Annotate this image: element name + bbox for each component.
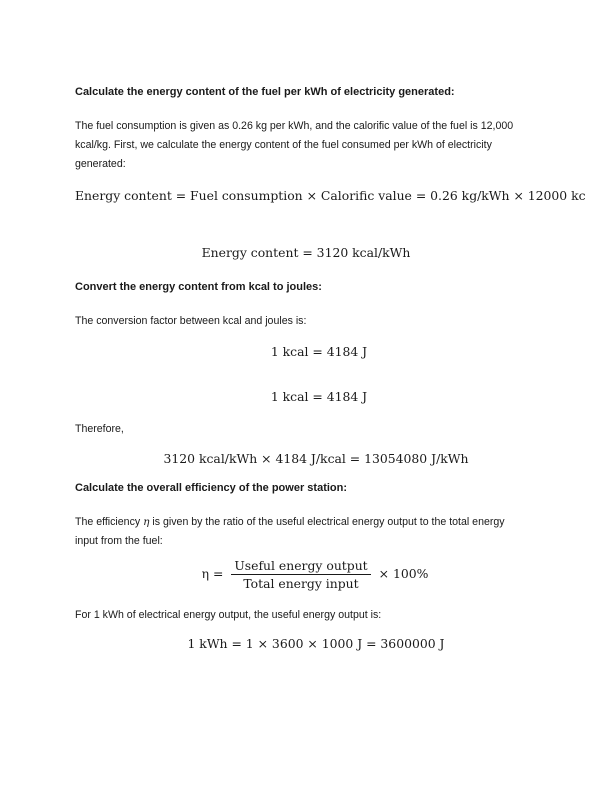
text-segment: The efficiency — [75, 516, 144, 528]
eta-symbol: η — [143, 516, 150, 528]
equation-energy-content: Energy content = Fuel consumption × Calorific value = 0.26 kg/kWh × 12000 kc — [75, 188, 586, 203]
equation-joules-result: 3120 kcal/kWh × 4184 J/kcal = 13054080 J/kWh — [163, 451, 469, 466]
section-heading-efficiency: Calculate the overall efficiency of the power station: — [75, 482, 348, 494]
paragraph-efficiency-line-1 — [75, 513, 505, 532]
paragraph-therefore: Therefore, — [75, 423, 124, 435]
paragraph-conversion-factor: The conversion factor between kcal and joules is: — [75, 315, 307, 327]
section-heading-energy-content: Calculate the energy content of the fuel per kWh of electricity generated: — [75, 86, 455, 98]
paragraph-useful-output: For 1 kWh of electrical energy output, the useful energy output is: — [75, 609, 382, 621]
equation-kcal-joules-1: 1 kcal = 4184 J — [270, 344, 368, 359]
paragraph-efficiency-line-2: input from the fuel: — [75, 535, 163, 547]
section-heading-convert-joules: Convert the energy content from kcal to joules: — [75, 281, 322, 293]
fraction-denominator: Total energy input — [243, 576, 359, 591]
paragraph-fuel-line-3: generated: — [75, 158, 126, 170]
text-segment: is given by the ratio of the useful electrical energy output to the total energy — [149, 516, 505, 528]
equation-kcal-joules-2: 1 kcal = 4184 J — [270, 389, 368, 404]
equation-lhs: η = — [201, 566, 224, 581]
fraction-numerator: Useful energy output — [231, 558, 370, 575]
paragraph-fuel-line-2: kcal/kg. First, we calculate the energy content of the fuel consumed per kWh of electricity — [75, 139, 492, 151]
equation-energy-content-result: Energy content = 3120 kcal/kWh — [201, 245, 411, 260]
paragraph-fuel-line-1: The fuel consumption is given as 0.26 kg per kWh, and the calorific value of the fuel is 12,000 — [75, 120, 514, 132]
equation-efficiency — [9, 558, 612, 591]
equation-rhs: × 100% — [378, 566, 429, 581]
equation-useful-output: 1 kWh = 1 × 3600 × 1000 J = 3600000 J — [187, 636, 445, 651]
fraction — [231, 558, 370, 591]
